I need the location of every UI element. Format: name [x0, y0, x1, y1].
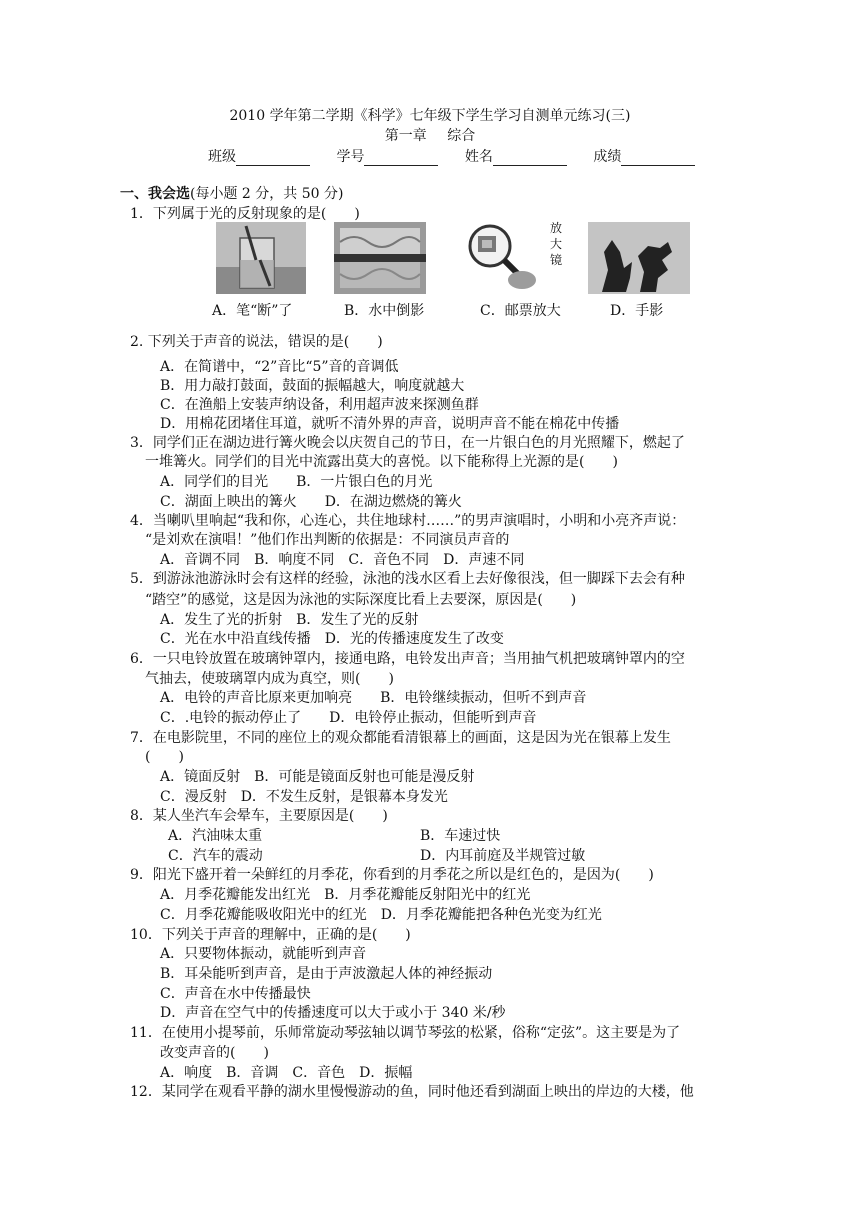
- question-10-option-c: C．声音在水中传播最快: [160, 986, 311, 1002]
- score-label: 成绩: [593, 149, 622, 165]
- question-10-option-b: B．耳朵能听到声音，是由于声波激起人体的神经振动: [160, 966, 493, 982]
- question-7-stem: 7．在电影院里，不同的座位上的观众都能看清银幕上的画面，这是因为光在银幕上发生: [130, 730, 671, 746]
- question-6-options-2: C．.电铃的振动停止了 D．电铃停止振动，但能听到声音: [160, 710, 537, 726]
- option-a-caption: A．笔“断”了: [212, 303, 293, 319]
- question-11-options: A．响度 B．音调 C．音色 D．振幅: [160, 1065, 413, 1081]
- section-heading: [120, 183, 343, 203]
- option-d-caption: D．手影: [610, 303, 664, 319]
- score-blank: [621, 151, 695, 166]
- option-b-caption: B．水中倒影: [344, 303, 425, 319]
- name-field: [465, 146, 567, 166]
- question-4-options: A．音调不同 B．响度不同 C．音色不同 D．声速不同: [160, 552, 525, 568]
- pencil-in-glass-photo: [216, 222, 306, 296]
- name-blank: [493, 151, 567, 166]
- question-1-pictures: [212, 222, 692, 322]
- water-reflection-photo: [334, 222, 426, 296]
- section-title: 一、我会选: [120, 186, 190, 202]
- question-9-options-2: C．月季花瓣能吸收阳光中的红光 D．月季花瓣能把各种色光变为红光: [160, 907, 602, 923]
- chapter-subtitle: [0, 125, 860, 145]
- question-2-option-b: B．用力敲打鼓面，鼓面的振幅越大，响度就越大: [160, 378, 465, 394]
- magnifier-label: 放 大 镜: [550, 221, 563, 267]
- question-2-option-c: C．在渔船上安装声纳设备，利用超声波来探测鱼群: [160, 397, 479, 413]
- question-7-options-1: A．镜面反射 B．可能是镜面反射也可能是漫反射: [160, 769, 475, 785]
- student-id-label: 学号: [336, 149, 365, 165]
- question-6-stem-cont: 气抽去，使玻璃罩内成为真空，则( ): [145, 671, 394, 687]
- question-8-option-c: C．汽车的震动: [168, 848, 263, 864]
- student-id-field: [336, 146, 438, 166]
- question-2-stem: 2. 下列关于声音的说法，错误的是( ): [130, 334, 383, 350]
- question-10-option-d: D．声音在空气中的传播速度可以大于或小于 340 米/秒: [160, 1005, 506, 1021]
- question-10-option-a: A．只要物体振动，就能听到声音: [160, 946, 367, 962]
- question-6-options-1: A．电铃的声音比原来更加响亮 B．电铃继续振动，但听不到声音: [160, 690, 587, 706]
- question-10-stem: 10．下列关于声音的理解中，正确的是( ): [130, 927, 411, 943]
- question-5-options-2: C．光在水中沿直线传播 D．光的传播速度发生了改变: [160, 631, 504, 647]
- question-7-stem-cont: ( ): [145, 749, 184, 765]
- chapter-name: 综合: [447, 128, 476, 144]
- question-8-stem: 8．某人坐汽车会晕车，主要原因是( ): [130, 808, 388, 824]
- question-8-option-b: B．车速过快: [420, 828, 501, 844]
- question-8-option-d: D．内耳前庭及半规管过敏: [420, 848, 586, 864]
- exam-title: 2010 学年第二学期《科学》七年级下学生学习自测单元练习(三): [229, 108, 631, 124]
- question-2-option-d: D．用棉花团堵住耳道，就听不清外界的声音，说明声音不能在棉花中传播: [160, 416, 620, 432]
- magnifier-stamp-photo: [462, 222, 542, 296]
- chapter-number: 第一章: [384, 128, 427, 144]
- question-4-stem-cont: “是刘欢在演唱！”他们作出判断的依据是：不同演员声音的: [145, 532, 510, 548]
- question-1-stem: 1．下列属于光的反射现象的是( ): [130, 206, 360, 222]
- question-5-stem: 5．到游泳池游泳时会有这样的经验，泳池的浅水区看上去好像很浅，但一脚踩下去会有种: [130, 571, 685, 587]
- question-8-option-a: A．汽油味太重: [168, 828, 263, 844]
- question-3-stem: 3．同学们正在湖边进行篝火晚会以庆贺自己的节日，在一片银白色的月光照耀下，燃起了: [130, 435, 685, 451]
- question-6-stem: 6．一只电铃放置在玻璃钟罩内，接通电路，电铃发出声音；当用抽气机把玻璃钟罩内的空: [130, 651, 685, 667]
- question-9-stem: 9．阳光下盛开着一朵鲜红的月季花，你看到的月季花之所以是红色的，是因为( ): [130, 867, 654, 883]
- question-12-stem: 12．某同学在观看平静的湖水里慢慢游动的鱼，同时他还看到湖面上映出的岸边的大楼，他: [130, 1084, 694, 1100]
- question-5-stem-cont: “踏空”的感觉，这是因为泳池的实际深度比看上去要深，原因是( ): [145, 592, 577, 608]
- student-info-fields: [208, 146, 717, 166]
- score-field: [593, 146, 695, 166]
- section-note: (每小题 2 分，共 50 分): [190, 186, 344, 202]
- question-7-options-2: C．漫反射 D．不发生反射，是银幕本身发光: [160, 789, 448, 805]
- student-id-blank: [364, 151, 438, 166]
- class-field: [208, 146, 310, 166]
- question-3-options-1: A．同学们的目光 B．一片银白色的月光: [160, 474, 433, 490]
- question-4-stem: 4．当喇叭里响起“我和你，心连心，共住地球村……”的男声演唱时，小明和小亮齐声说：: [130, 513, 686, 529]
- question-5-options-1: A．发生了光的折射 B．发生了光的反射: [160, 612, 419, 628]
- class-blank: [236, 151, 310, 166]
- question-11-stem: 11．在使用小提琴前，乐师常旋动琴弦轴以调节琴弦的松紧，俗称“定弦”。这主要是为了: [130, 1025, 681, 1041]
- option-c-caption: C．邮票放大: [480, 303, 561, 319]
- class-label: 班级: [208, 149, 236, 165]
- question-11-stem-cont: 改变声音的( ): [160, 1045, 269, 1061]
- question-3-stem-cont: 一堆篝火。同学们的目光中流露出莫大的喜悦。以下能称得上光源的是( ): [145, 454, 618, 470]
- question-9-options-1: A．月季花瓣能发出红光 B．月季花瓣能反射阳光中的红光: [160, 887, 531, 903]
- question-3-options-2: C．湖面上映出的篝火 D．在湖边燃烧的篝火: [160, 494, 462, 510]
- question-2-option-a: A．在简谱中，“2”音比“5”音的音调低: [160, 359, 399, 375]
- name-label: 姓名: [464, 149, 493, 165]
- hand-shadow-photo: [588, 222, 690, 296]
